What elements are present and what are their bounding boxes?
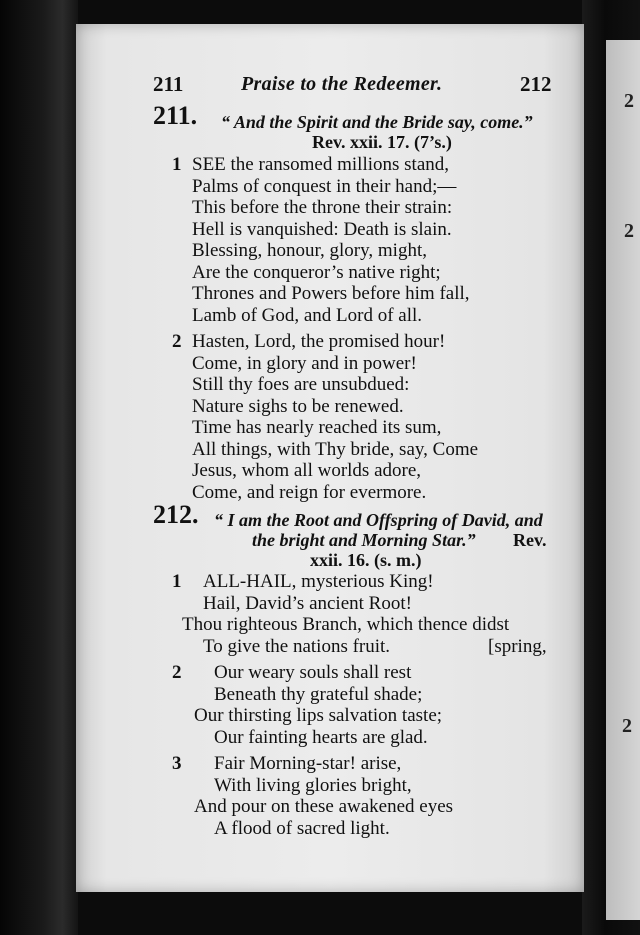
header-left-number: 211 bbox=[153, 72, 184, 96]
hymn-line: Come, in glory and in power! bbox=[192, 353, 417, 374]
hymn-line: This before the throne their strain: bbox=[192, 197, 453, 218]
hymn-line: Our fainting hearts are glad. bbox=[214, 727, 428, 748]
hymn-line: Beneath thy grateful shade; bbox=[214, 684, 423, 705]
hymn-line-turnover: [spring, bbox=[488, 636, 547, 657]
hymn-line: All things, with Thy bride, say, Come bbox=[192, 439, 479, 460]
verse-number: 3 bbox=[172, 753, 182, 774]
hymn-line: A flood of sacred light. bbox=[214, 818, 390, 839]
verse-number: 1 bbox=[172, 154, 182, 175]
hymn-line: Fair Morning-star! arise, bbox=[214, 753, 402, 774]
hymn-line: Are the conqueror’s native right; bbox=[192, 262, 441, 283]
hymn-line: And pour on these awakened eyes bbox=[194, 796, 454, 817]
hymn-reference: Rev. bbox=[513, 530, 547, 550]
hymn-line: Nature sighs to be renewed. bbox=[192, 396, 404, 417]
hymn-line: Time has nearly reached its sum, bbox=[192, 417, 442, 438]
hymn-epigraph: the bright and Morning Star.” bbox=[252, 530, 476, 550]
adjacent-page-fragment: 2 bbox=[624, 220, 634, 242]
hymn-line: Jesus, whom all worlds adore, bbox=[192, 460, 422, 481]
hymn-reference: xxii. 16. (s. m.) bbox=[310, 550, 422, 570]
hymn-line: Thou righteous Branch, which thence didst bbox=[182, 614, 510, 635]
header-right-number: 212 bbox=[520, 72, 552, 96]
hymn-line: Still thy foes are unsubdued: bbox=[192, 374, 410, 395]
hymn-line: To give the nations fruit. bbox=[203, 636, 391, 657]
hymn-line: Palms of conquest in their hand;— bbox=[192, 176, 457, 197]
hymn-number: 212. bbox=[153, 500, 199, 529]
hymn-line: Blessing, honour, glory, might, bbox=[192, 240, 427, 261]
hymn-line: ALL-HAIL, mysterious King! bbox=[203, 571, 434, 592]
hymn-line: SEE the ransomed millions stand, bbox=[192, 154, 450, 175]
hymn-epigraph: “ And the Spirit and the Bride say, come.” bbox=[221, 112, 533, 132]
running-title: Praise to the Redeemer. bbox=[241, 73, 443, 95]
book-spine-shadow bbox=[0, 0, 78, 935]
hymn-line: With living glories bright, bbox=[214, 775, 412, 796]
adjacent-page-fragment: 2 bbox=[622, 715, 632, 737]
hymn-line: Come, and reign for evermore. bbox=[192, 482, 427, 503]
book-page bbox=[76, 24, 584, 892]
verse-number: 2 bbox=[172, 331, 182, 352]
verse-number: 1 bbox=[172, 571, 182, 592]
hymn-line: Our weary souls shall rest bbox=[214, 662, 412, 683]
hymn-line: Lamb of God, and Lord of all. bbox=[192, 305, 423, 326]
hymn-line: Thrones and Powers before him fall, bbox=[192, 283, 470, 304]
hymn-reference: Rev. xxii. 17. (7’s.) bbox=[312, 132, 452, 152]
hymn-line: Hail, David’s ancient Root! bbox=[203, 593, 412, 614]
adjacent-page-edge bbox=[606, 40, 640, 920]
hymn-line: Our thirsting lips salvation taste; bbox=[194, 705, 443, 726]
hymn-epigraph: “ I am the Root and Offspring of David, and bbox=[214, 510, 543, 530]
hymn-number: 211. bbox=[153, 101, 198, 130]
verse-number: 2 bbox=[172, 662, 182, 683]
hymn-line: Hasten, Lord, the promised hour! bbox=[192, 331, 446, 352]
hymn-line: Hell is vanquished: Death is slain. bbox=[192, 219, 452, 240]
adjacent-page-fragment: 2 bbox=[624, 90, 634, 112]
